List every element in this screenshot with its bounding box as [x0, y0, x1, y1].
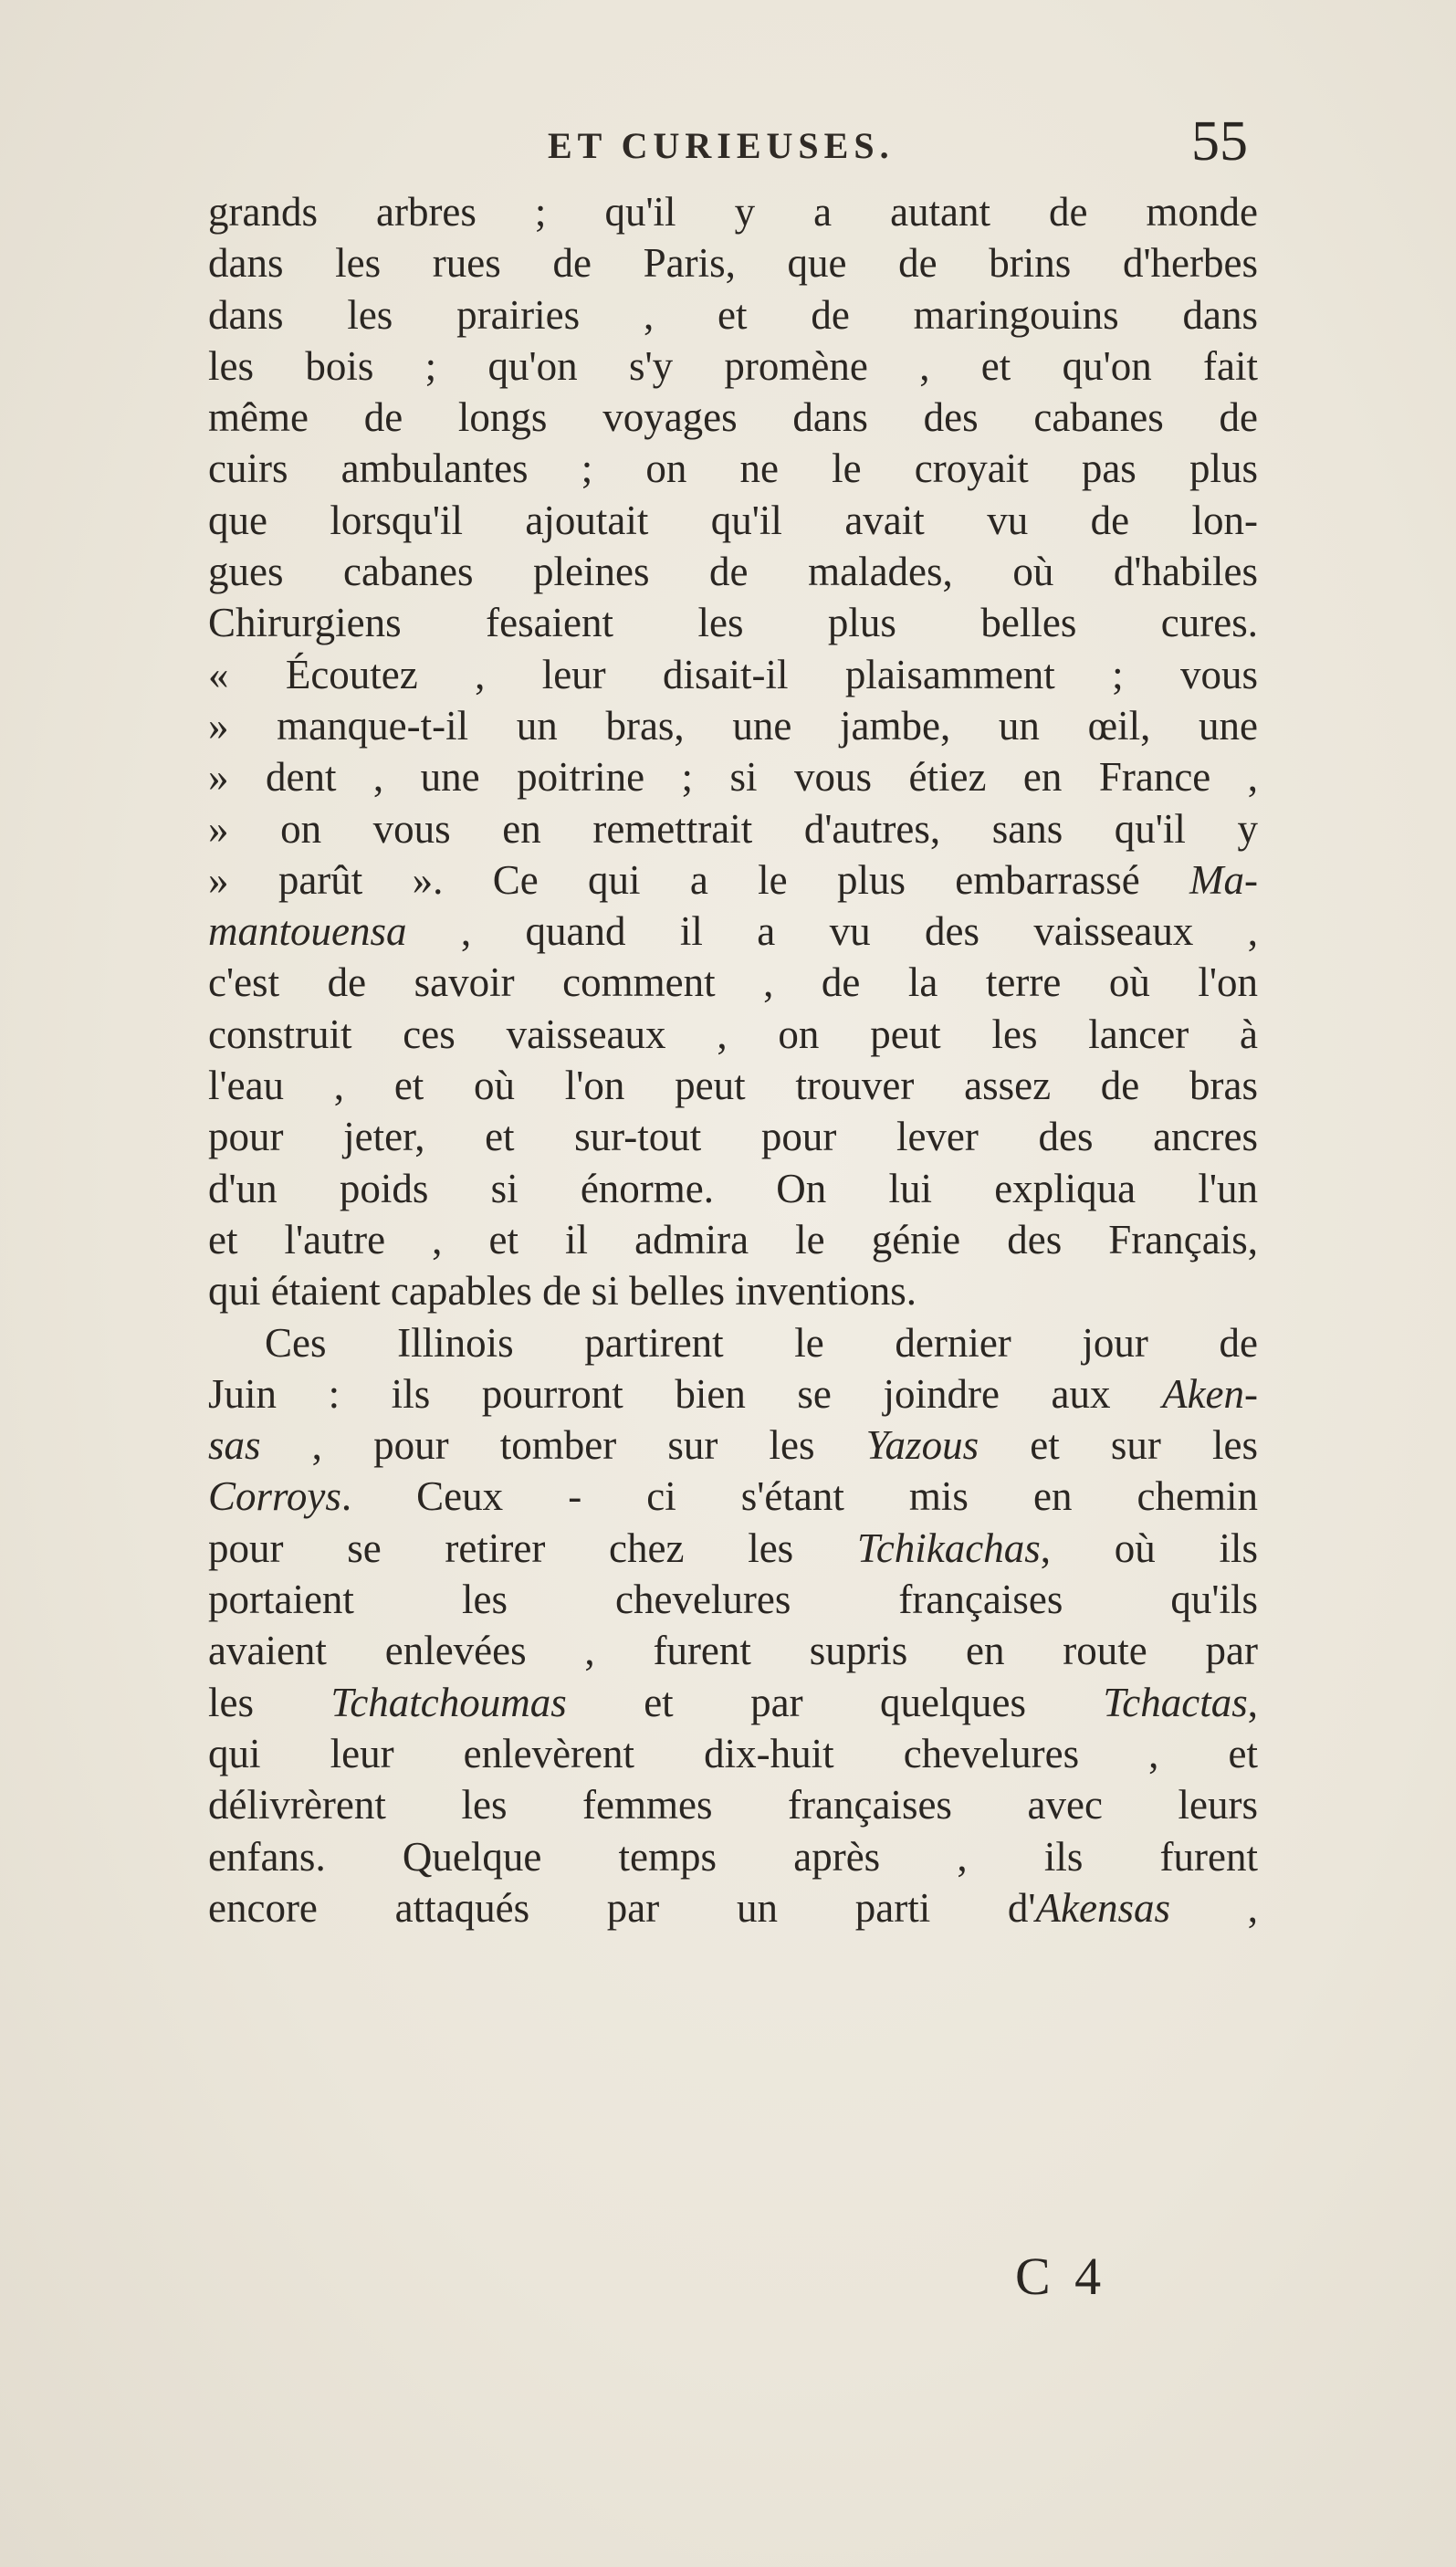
text-line — [208, 1882, 1258, 1933]
italic-name: sas — [208, 1422, 261, 1469]
italic-name: Corroys — [208, 1473, 341, 1520]
text-fragment: construit ces vaisseaux , on peut les lancer à — [208, 1011, 1258, 1057]
text-fragment: . Ceux - ci s'étant mis en chemin — [340, 1473, 1258, 1520]
text-line — [208, 237, 1258, 288]
text-line — [208, 854, 1258, 906]
italic-name: mantouensa — [208, 908, 407, 955]
text-fragment: » manque-t-il un bras, une jambe, un œil, une — [208, 702, 1258, 749]
text-line — [208, 1574, 1258, 1625]
text-fragment: Ces Illinois partirent le dernier jour de — [265, 1319, 1258, 1366]
text-fragment: , quand il a vu des vaisseaux , — [406, 908, 1258, 955]
text-line — [208, 1009, 1258, 1060]
running-title: ET CURIEUSES. — [548, 125, 895, 166]
text-line — [208, 751, 1258, 802]
text-fragment: « Écoutez , leur disait-il plaisamment ; vous — [208, 651, 1258, 697]
text-line — [208, 392, 1258, 443]
text-line — [208, 1831, 1258, 1882]
text-fragment: grands arbres ; qu'il y a autant de monde — [208, 189, 1258, 235]
text-fragment: pour se retirer chez les — [208, 1524, 857, 1571]
text-fragment: les bois ; qu'on s'y promène , et qu'on fait — [208, 342, 1258, 389]
text-fragment: portaient les chevelures françaises qu'ils — [208, 1577, 1258, 1623]
text-fragment: » dent , une poitrine ; si vous étiez en France , — [208, 754, 1258, 801]
text-line — [208, 1317, 1258, 1368]
text-line — [208, 1265, 1258, 1316]
text-fragment: » on vous en remettrait d'autres, sans qu'il y — [208, 805, 1258, 852]
text-fragment: c'est de savoir comment , de la terre où l'on — [208, 959, 1258, 1006]
text-line — [208, 1163, 1258, 1214]
text-fragment: enfans. Quelque temps après , ils furent — [208, 1833, 1258, 1880]
text-line — [208, 1625, 1258, 1676]
italic-name: Tchactas — [1103, 1679, 1248, 1725]
italic-name: Akensas — [1035, 1884, 1171, 1931]
text-line — [208, 1471, 1258, 1522]
text-line — [208, 1420, 1258, 1471]
text-line — [208, 1111, 1258, 1162]
text-line — [208, 1214, 1258, 1265]
text-fragment: l'eau , et où l'on peut trouver assez de bras — [208, 1063, 1258, 1109]
text-line — [208, 957, 1258, 1008]
text-line — [208, 341, 1258, 392]
body-text — [208, 186, 1258, 1933]
text-fragment: Juin : ils pourront bien se joindre aux — [208, 1370, 1163, 1417]
text-line — [208, 700, 1258, 751]
text-fragment: gues cabanes pleines de malades, où d'habiles — [208, 549, 1258, 595]
text-line — [208, 1368, 1258, 1420]
text-line — [208, 649, 1258, 700]
text-line — [208, 1523, 1258, 1574]
text-fragment: , pour tomber sur les — [260, 1422, 866, 1469]
italic-name: Ma- — [1189, 856, 1258, 903]
text-fragment: dans les rues de Paris, que de brins d'herbes — [208, 240, 1258, 287]
text-fragment: » parût ». Ce qui a le plus embarrassé — [208, 856, 1190, 903]
text-line — [208, 289, 1258, 341]
text-line — [208, 495, 1258, 546]
text-fragment: encore attaqués par un parti d' — [208, 1884, 1036, 1931]
italic-name: Yazous — [865, 1422, 979, 1469]
text-fragment: et sur les — [979, 1422, 1259, 1469]
text-fragment: et l'autre , et il admira le génie des Français, — [208, 1216, 1258, 1263]
text-line — [208, 597, 1258, 648]
signature-mark: C 4 — [1015, 2247, 1107, 2306]
text-fragment: les — [208, 1679, 331, 1725]
text-fragment: qui étaient capables de si belles inventions. — [208, 1268, 917, 1315]
text-line — [208, 1677, 1258, 1728]
italic-name: Tchikachas — [856, 1524, 1041, 1571]
text-fragment: qui leur enlevèrent dix-huit chevelures , et — [208, 1730, 1258, 1776]
text-fragment: , où ils — [1040, 1524, 1258, 1571]
text-fragment: avaient enlevées , furent supris en route par — [208, 1628, 1258, 1674]
page-header — [0, 110, 1456, 179]
text-fragment: pour jeter, et sur-tout pour lever des ancres — [208, 1114, 1258, 1160]
text-fragment: que lorsqu'il ajoutait qu'il avait vu de lon- — [208, 497, 1258, 543]
text-line — [208, 443, 1258, 494]
text-fragment: , — [1247, 1679, 1258, 1725]
text-line — [208, 1060, 1258, 1111]
text-line — [208, 803, 1258, 854]
text-fragment: et par quelques — [566, 1679, 1104, 1725]
text-fragment: délivrèrent les femmes françaises avec leurs — [208, 1782, 1258, 1828]
text-fragment: Chirurgiens fesaient les plus belles cures. — [208, 600, 1258, 646]
italic-name: Tchatchoumas — [330, 1679, 567, 1725]
text-line — [208, 546, 1258, 597]
text-fragment: cuirs ambulantes ; on ne le croyait pas plus — [208, 445, 1258, 492]
text-fragment: d'un poids si énorme. On lui expliqua l'un — [208, 1165, 1258, 1211]
text-line — [208, 186, 1258, 237]
text-fragment: même de longs voyages dans des cabanes de — [208, 394, 1258, 441]
text-line — [208, 906, 1258, 957]
italic-name: Aken- — [1162, 1370, 1258, 1417]
text-line — [208, 1779, 1258, 1830]
page-number: 55 — [1191, 110, 1248, 173]
text-fragment: , — [1170, 1884, 1258, 1931]
text-fragment: dans les prairies , et de maringouins dans — [208, 291, 1258, 338]
text-line — [208, 1728, 1258, 1779]
